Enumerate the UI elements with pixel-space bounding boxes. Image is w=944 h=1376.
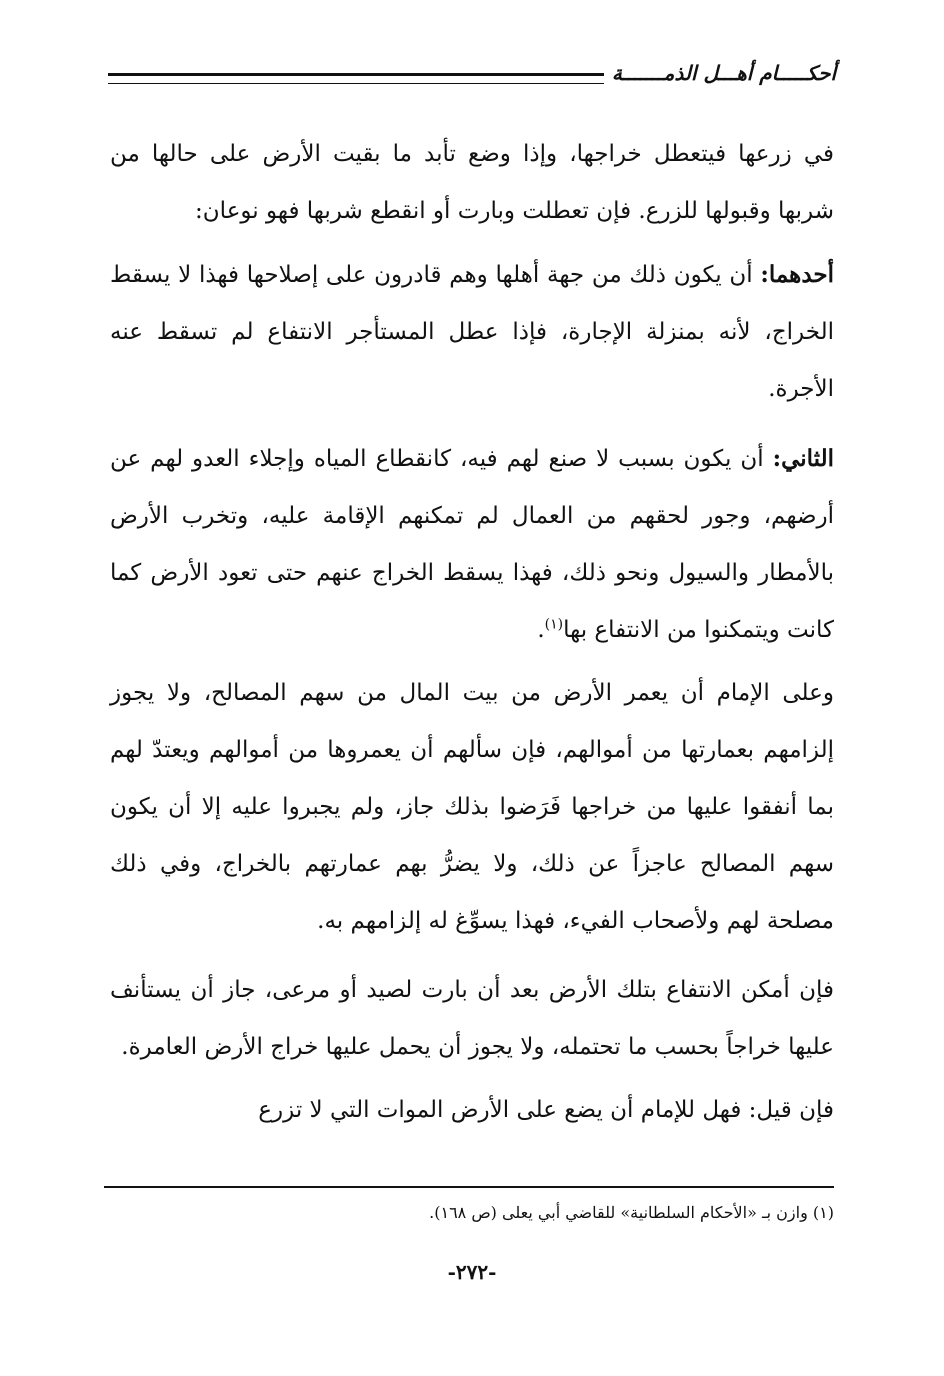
header-double-rule — [108, 73, 604, 84]
paragraph-1: في زرعها فيتعطل خراجها، وإذا وضع تأبد ما بقيت الأرض على حالها من شربها وقبولها للزرع. فإن تعطلت وبارت أو انقطع شربها فهو نوعان: — [110, 141, 834, 224]
paragraph-3-lead: الثاني: — [772, 445, 834, 472]
paragraph-2 — [110, 246, 834, 418]
paragraph-5: فإن أمكن الانتفاع بتلك الأرض بعد أن بارت لصيد أو مرعى، جاز أن يستأنف عليها خراجاً بحسب ما تحتمله، ولا يجوز أن يحمل عليها خراج الأرض العامرة. — [110, 977, 834, 1060]
paragraph-3-end: . — [537, 617, 545, 643]
paragraph-3-text: أن يكون بسبب لا صنع لهم فيه، كانقطاع المياه وإجلاء العدو لهم عن أرضهم، وجور لحقهم من العمال لم تمكنهم الإقامة عليه، وتخرب الأرض بالأمطار والسيول ونحو ذلك، فهذا يسقط الخراج عنهم حتى تعود الأرض كما كانت ويتمكنوا من الانتفاع بها — [110, 446, 834, 643]
paragraph-3 — [110, 430, 834, 659]
paragraph-6: فإن قيل: فهل للإمام أن يضع على الأرض الموات التي لا تزرع — [258, 1097, 834, 1123]
footnote-separator — [104, 1186, 834, 1188]
footnote: (١) وازن بـ «الأحكام السلطانية» للقاضي أبي يعلى (ص ١٦٨). — [429, 1203, 834, 1222]
paragraph-2-lead: أحدهما: — [760, 261, 834, 288]
body-text — [110, 126, 834, 1139]
running-header — [108, 58, 836, 88]
footnote-reference[interactable]: (١) — [544, 616, 564, 633]
paragraph-2-text: أن يكون ذلك من جهة أهلها وهم قادرون على إصلاحها فهذا لا يسقط الخراج، لأنه بمنزلة الإجارة، فإذا عطل المستأجر الانتفاع لم تسقط عنه الأجرة. — [110, 262, 834, 402]
page-number: -٢٧٢- — [447, 1260, 497, 1284]
header-title: أحكـــــام أهـــل الذمـــــــة — [611, 61, 836, 85]
paragraph-4: وعلى الإمام أن يعمر الأرض من بيت المال من سهم المصالح، ولا يجوز إلزامهم بعمارتها من أموالهم، فإن سألهم أن يعمروها من أموالهم ويعتدّ لهم بما أنفقوا عليها من خراجها فَرَضوا بذلك جاز، ولم يجبروا عليه إلا أن يكون سهم المصالح عاجزاً عن ذلك، ولا يضرُّ بهم عمارتهم بالخراج، وفي ذلك مصلحة لهم ولأصحاب الفيء، فهذا يسوِّغ له إلزامهم به. — [110, 680, 834, 934]
